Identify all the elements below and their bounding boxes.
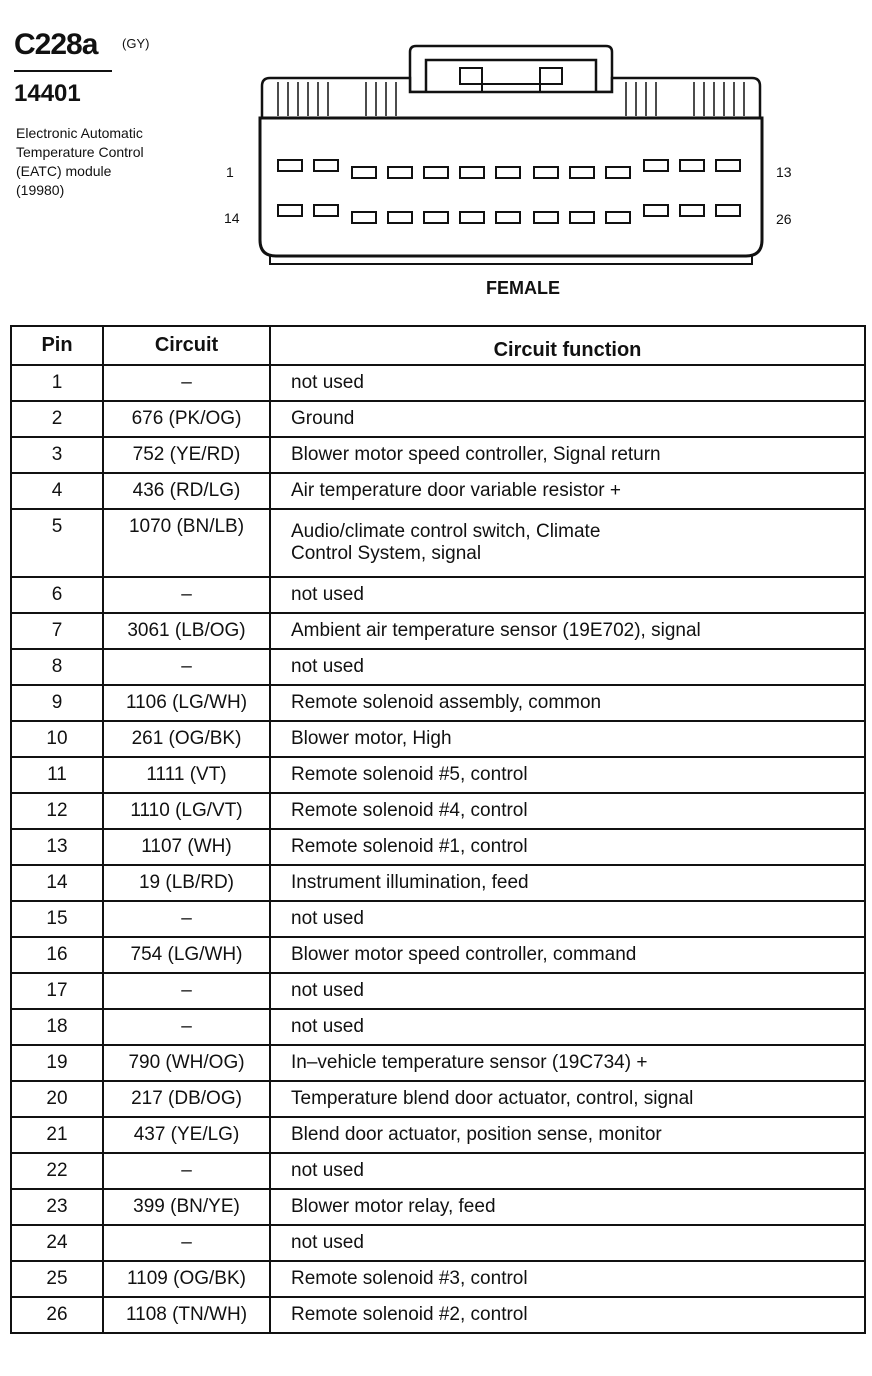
pin-cell: 4 bbox=[11, 473, 103, 509]
table-row bbox=[11, 1153, 865, 1189]
connector-gender-label: FEMALE bbox=[486, 278, 560, 298]
table-row bbox=[11, 829, 865, 865]
function-cell: Ambient air temperature sensor (19E702), signal bbox=[270, 613, 865, 649]
table-row bbox=[11, 757, 865, 793]
circuit-cell: – bbox=[103, 577, 270, 613]
table-row bbox=[11, 865, 865, 901]
table-row bbox=[11, 1081, 865, 1117]
pin-cell: 15 bbox=[11, 901, 103, 937]
function-line: Control System, signal bbox=[291, 543, 482, 564]
connector-color-code: (GY) bbox=[122, 36, 150, 51]
function-cell: Blower motor relay, feed bbox=[270, 1189, 865, 1225]
function-cell: not used bbox=[270, 1225, 865, 1261]
pin-label-1: 1 bbox=[226, 164, 234, 180]
function-cell: not used bbox=[270, 973, 865, 1009]
circuit-cell: – bbox=[103, 901, 270, 937]
table-row bbox=[11, 437, 865, 473]
pin-cell: 20 bbox=[11, 1081, 103, 1117]
table-row bbox=[11, 1009, 865, 1045]
circuit-cell: – bbox=[103, 1153, 270, 1189]
table-row bbox=[11, 473, 865, 509]
circuit-cell: – bbox=[103, 649, 270, 685]
column-header-circuit: Circuit bbox=[103, 326, 270, 365]
pin-cell: 13 bbox=[11, 829, 103, 865]
description-line: Temperature Control bbox=[16, 144, 144, 160]
table-row bbox=[11, 721, 865, 757]
table-row bbox=[11, 1117, 865, 1153]
circuit-cell: 217 (DB/OG) bbox=[103, 1081, 270, 1117]
function-cell: not used bbox=[270, 1153, 865, 1189]
connector-face-diagram bbox=[0, 0, 872, 310]
description-line: Electronic Automatic bbox=[16, 125, 143, 141]
pin-cell: 7 bbox=[11, 613, 103, 649]
pin-cell: 18 bbox=[11, 1009, 103, 1045]
function-cell: Temperature blend door actuator, control, signal bbox=[270, 1081, 865, 1117]
circuit-cell: 437 (YE/LG) bbox=[103, 1117, 270, 1153]
circuit-cell: 1110 (LG/VT) bbox=[103, 793, 270, 829]
pin-cell: 17 bbox=[11, 973, 103, 1009]
function-cell: Ground bbox=[270, 401, 865, 437]
table-row bbox=[11, 1297, 865, 1333]
circuit-cell: 261 (OG/BK) bbox=[103, 721, 270, 757]
table-header-row bbox=[11, 326, 865, 365]
description-line: (19980) bbox=[16, 182, 65, 198]
pin-cell: 14 bbox=[11, 865, 103, 901]
function-cell: not used bbox=[270, 365, 865, 401]
pin-cell: 5 bbox=[11, 509, 103, 577]
circuit-cell: – bbox=[103, 1009, 270, 1045]
circuit-cell: 1109 (OG/BK) bbox=[103, 1261, 270, 1297]
circuit-cell: – bbox=[103, 365, 270, 401]
circuit-cell: 3061 (LB/OG) bbox=[103, 613, 270, 649]
function-cell: not used bbox=[270, 901, 865, 937]
function-cell: Remote solenoid #4, control bbox=[270, 793, 865, 829]
pin-cell: 9 bbox=[11, 685, 103, 721]
function-cell: In–vehicle temperature sensor (19C734) + bbox=[270, 1045, 865, 1081]
pinout-table bbox=[10, 325, 866, 1334]
table-row bbox=[11, 937, 865, 973]
table-row bbox=[11, 577, 865, 613]
function-cell: Remote solenoid #3, control bbox=[270, 1261, 865, 1297]
table-row bbox=[11, 973, 865, 1009]
pin-label-26: 26 bbox=[776, 211, 792, 227]
latch-tab bbox=[540, 68, 562, 84]
circuit-cell: 790 (WH/OG) bbox=[103, 1045, 270, 1081]
circuit-cell: 752 (YE/RD) bbox=[103, 437, 270, 473]
connector-body bbox=[260, 118, 762, 256]
circuit-cell: 676 (PK/OG) bbox=[103, 401, 270, 437]
function-cell: Instrument illumination, feed bbox=[270, 865, 865, 901]
pin-label-14: 14 bbox=[224, 210, 240, 226]
latch-outline bbox=[410, 46, 612, 92]
function-cell: Blower motor speed controller, Signal return bbox=[270, 437, 865, 473]
circuit-cell: 1111 (VT) bbox=[103, 757, 270, 793]
pin-cell: 1 bbox=[11, 365, 103, 401]
pin-cell: 23 bbox=[11, 1189, 103, 1225]
function-cell: not used bbox=[270, 1009, 865, 1045]
pin-cell: 24 bbox=[11, 1225, 103, 1261]
table-row bbox=[11, 509, 865, 577]
circuit-cell: 19 (LB/RD) bbox=[103, 865, 270, 901]
pin-cell: 12 bbox=[11, 793, 103, 829]
table-row bbox=[11, 649, 865, 685]
connector-id: C228a bbox=[14, 28, 98, 61]
table-row bbox=[11, 613, 865, 649]
pin-cell: 21 bbox=[11, 1117, 103, 1153]
function-cell: Blower motor speed controller, command bbox=[270, 937, 865, 973]
pin-cell: 19 bbox=[11, 1045, 103, 1081]
table-row bbox=[11, 1189, 865, 1225]
table-row bbox=[11, 1045, 865, 1081]
circuit-cell: 1070 (BN/LB) bbox=[103, 509, 270, 577]
table-row bbox=[11, 365, 865, 401]
table-row bbox=[11, 1225, 865, 1261]
pin-cell: 16 bbox=[11, 937, 103, 973]
function-cell: Remote solenoid #2, control bbox=[270, 1297, 865, 1333]
column-header-pin: Pin bbox=[11, 326, 103, 365]
circuit-cell: – bbox=[103, 1225, 270, 1261]
circuit-cell: 1108 (TN/WH) bbox=[103, 1297, 270, 1333]
function-cell: Blend door actuator, position sense, monitor bbox=[270, 1117, 865, 1153]
circuit-cell: 1107 (WH) bbox=[103, 829, 270, 865]
pin-cell: 10 bbox=[11, 721, 103, 757]
function-cell: not used bbox=[270, 577, 865, 613]
table-row bbox=[11, 1261, 865, 1297]
table-row bbox=[11, 793, 865, 829]
pin-cell: 11 bbox=[11, 757, 103, 793]
function-cell: Remote solenoid #1, control bbox=[270, 829, 865, 865]
function-cell bbox=[270, 509, 865, 577]
pin-cell: 3 bbox=[11, 437, 103, 473]
circuit-cell: 754 (LG/WH) bbox=[103, 937, 270, 973]
function-cell: Remote solenoid assembly, common bbox=[270, 685, 865, 721]
pin-cell: 25 bbox=[11, 1261, 103, 1297]
pin-cell: 26 bbox=[11, 1297, 103, 1333]
table-row bbox=[11, 401, 865, 437]
description-line: (EATC) module bbox=[16, 163, 112, 179]
pin-cell: 2 bbox=[11, 401, 103, 437]
table-row bbox=[11, 901, 865, 937]
pin-cell: 8 bbox=[11, 649, 103, 685]
column-header-function: Circuit function bbox=[270, 326, 865, 365]
function-cell: Remote solenoid #5, control bbox=[270, 757, 865, 793]
latch-tab bbox=[460, 68, 482, 84]
circuit-cell: 1106 (LG/WH) bbox=[103, 685, 270, 721]
part-number: 14401 bbox=[14, 80, 81, 107]
pin-label-13: 13 bbox=[776, 164, 792, 180]
function-cell: not used bbox=[270, 649, 865, 685]
circuit-cell: 399 (BN/YE) bbox=[103, 1189, 270, 1225]
function-cell: Blower motor, High bbox=[270, 721, 865, 757]
function-line: Audio/climate control switch, Climate bbox=[291, 521, 601, 542]
circuit-cell: – bbox=[103, 973, 270, 1009]
pin-cell: 22 bbox=[11, 1153, 103, 1189]
function-cell: Air temperature door variable resistor + bbox=[270, 473, 865, 509]
pin-cell: 6 bbox=[11, 577, 103, 613]
circuit-cell: 436 (RD/LG) bbox=[103, 473, 270, 509]
table-row bbox=[11, 685, 865, 721]
